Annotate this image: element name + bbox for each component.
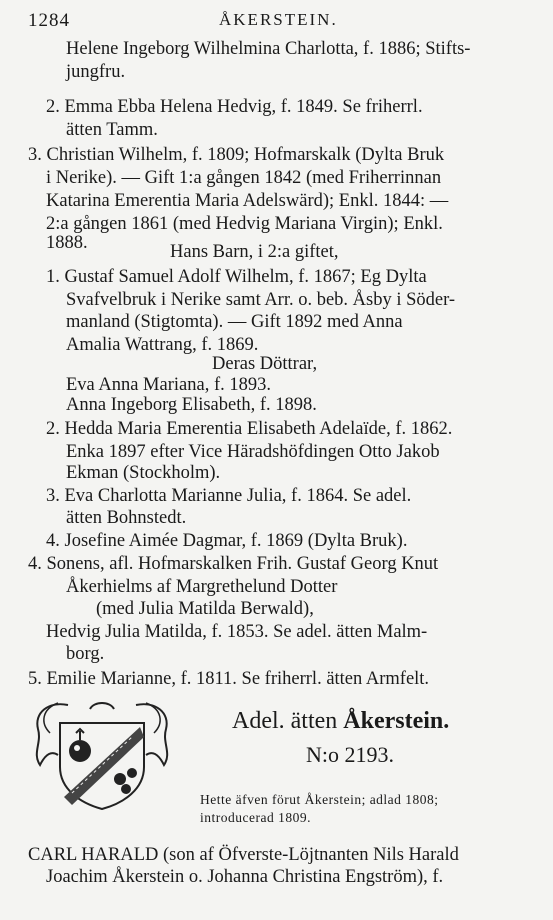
text-line: 2. Emma Ebba Helena Hedvig, f. 1849. Se friherrl. <box>46 97 423 117</box>
arms-note: Hette äfven förut Åkerstein; adlad 1808; <box>200 792 439 807</box>
arms-note: introducerad 1809. <box>200 810 311 825</box>
text-line: 4. Josefine Aimée Dagmar, f. 1869 (Dylta Bruk). <box>46 531 408 551</box>
text-line: 3. Eva Charlotta Marianne Julia, f. 1864. Se adel. <box>46 486 412 506</box>
arms-title <box>232 708 449 735</box>
text-line: 3. Christian Wilhelm, f. 1809; Hofmarskalk (Dylta Bruk <box>28 145 445 165</box>
text-line: Svafvelbruk i Nerike samt Arr. o. beb. Åsby i Söder- <box>66 290 456 310</box>
text-line: ätten Tamm. <box>66 120 158 140</box>
text-line: i Nerike). — Gift 1:a gången 1842 (med Friherrinnan <box>46 168 442 188</box>
text-line: 1. Gustaf Samuel Adolf Wilhelm, f. 1867; Eg Dylta <box>46 267 427 287</box>
text-line: Amalia Wattrang, f. 1869. <box>66 335 259 355</box>
text-line: Anna Ingeborg Elisabeth, f. 1898. <box>66 395 317 415</box>
text-line: jungfru. <box>66 62 126 82</box>
text-line: Katarina Emerentia Maria Adelswärd); Enkl. 1844: — <box>46 191 449 211</box>
text-line: Hedvig Julia Matilda, f. 1853. Se adel. ätten Malm- <box>46 622 428 642</box>
text-line: 1888. <box>46 233 88 253</box>
text-line: Enka 1897 efter Vice Häradshöfdingen Otto Jakob <box>66 442 440 462</box>
page-number: 1284 <box>28 10 70 31</box>
text-line: (med Julia Matilda Berwald), <box>96 599 314 619</box>
arms-title-prefix: Adel. ätten <box>232 708 338 734</box>
text-line: Joachim Åkerstein o. Johanna Christina Engström), f. <box>46 867 444 887</box>
text-line: Åkerhielms af Margrethelund Dotter <box>66 577 338 597</box>
text-line: 2. Hedda Maria Emerentia Elisabeth Adelaïde, f. 1862. <box>46 419 453 439</box>
text-line: 5. Emilie Marianne, f. 1811. Se friherrl. ätten Armfelt. <box>28 669 430 689</box>
text-line: Ekman (Stockholm). <box>66 463 221 483</box>
text-line: CARL HARALD (son af Öfverste-Löjtnanten Nils Harald <box>28 845 459 865</box>
text-line: Deras Döttrar, <box>212 354 318 374</box>
coat-of-arms-icon <box>28 693 176 813</box>
text-line: Helene Ingeborg Wilhelmina Charlotta, f. 1886; Stifts- <box>66 39 471 59</box>
running-title: ÅKERSTEIN. <box>219 10 338 29</box>
text-line: borg. <box>66 644 105 664</box>
text-line: Hans Barn, i 2:a giftet, <box>170 242 339 262</box>
text-line: 2:a gången 1861 (med Hedvig Mariana Virgin); Enkl. <box>46 214 443 234</box>
text-line: ätten Bohnstedt. <box>66 508 187 528</box>
arms-title-name: Åkerstein. <box>343 708 450 734</box>
text-line: Eva Anna Mariana, f. 1893. <box>66 375 271 395</box>
text-line: 4. Sonens, afl. Hofmarskalken Frih. Gustaf Georg Knut <box>28 554 439 574</box>
text-line: manland (Stigtomta). — Gift 1892 med Anna <box>66 312 403 332</box>
arms-number: N:o 2193. <box>306 742 394 767</box>
